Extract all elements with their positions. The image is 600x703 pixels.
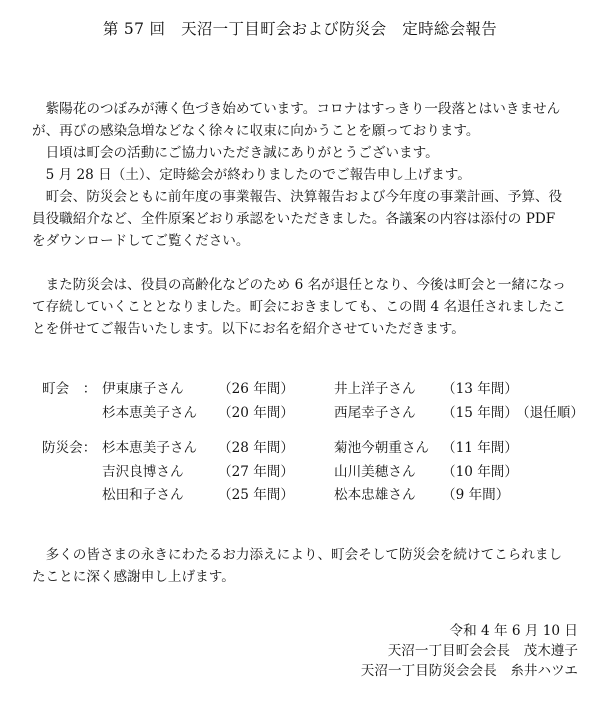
signature-block: [361, 621, 578, 681]
group-label: 町会 ：: [42, 381, 97, 397]
paragraph-retirement: また防災会は、役員の高齢化などのため 6 名が退任となり、今後は町会と一緒になって存続していくこととなりました。町会におきましても、この間 4 名退任されましたことを併せてご報告いたします。以下にお名を紹介させていただきます。: [32, 277, 566, 337]
retiree-name: 西尾幸子さん: [334, 404, 416, 421]
retiree-years: （13 年間）: [442, 381, 518, 397]
report-date: 令和 4 年 6 月 10 日: [449, 623, 578, 639]
retiree-name: 菊池今朝重さん: [334, 440, 430, 456]
paragraph-thanks: 日頃は町会の活動にご協力いただき誠にありがとうございます。: [45, 145, 439, 161]
page-title: 第 57 回 天沼一丁目町会および防災会 定時総会報告: [102, 20, 498, 38]
retiree-name: 杉本恵美子さん: [102, 440, 198, 456]
retiree-name: 伊東康子さん: [102, 381, 184, 397]
paragraph-closing: 多くの皆さまの永きにわたるお力添えにより、町会そして防災会を続けてこられましたことに深く感謝申し上げます。: [32, 547, 563, 585]
paragraph-greeting: 紫陽花のつぼみが薄く色づき始めています。コロナはすっきり一段落とはいきませんが、再びの感染急増などなく徐々に収束に向かうことを願っております。: [32, 101, 561, 139]
retiree-years: （25 年間）: [218, 487, 294, 503]
chairman-disaster-association: 天沼一丁目防災会会長 糸井ハツエ: [360, 663, 578, 679]
retiree-years: （20 年間）: [218, 404, 294, 421]
order-note: （退任順）: [516, 404, 584, 421]
report-body: [32, 98, 572, 340]
paragraph-approval: 町会、防災会ともに前年度の事業報告、決算報告および今年度の事業計画、予算、役員役職紹介など、全件原案どおり承認をいただきました。各議案の内容は添付の PDF をダウンロードしてご覧ください。: [32, 189, 563, 249]
paragraph-meeting-date: 5 月 28 日（土）、定時総会が終わりましたのでご報告申し上げます。: [45, 167, 471, 183]
retiree-years: （11 年間）: [442, 440, 518, 456]
retiree-name: 松田和子さん: [102, 487, 184, 503]
retiree-name: 井上洋子さん: [334, 381, 416, 397]
retiree-name: 吉沢良博さん: [102, 463, 184, 480]
retiree-name: 山川美穂さん: [334, 463, 416, 480]
chairman-town-association: 天沼一丁目町会会長 茂木遵子: [387, 643, 578, 659]
retiree-years: （10 年間）: [442, 463, 518, 480]
retiree-years: （26 年間）: [218, 381, 294, 397]
closing-section: [32, 544, 572, 588]
retiree-name: 松本忠雄さん: [334, 487, 416, 503]
retiree-name: 杉本恵美子さん: [102, 404, 198, 421]
retiree-years: （9 年間）: [442, 487, 510, 503]
retiree-years: （28 年間）: [218, 440, 294, 456]
retiree-years: （27 年間）: [218, 463, 294, 480]
group-label: 防災会：: [42, 440, 97, 456]
retiree-years: （15 年間）: [442, 404, 518, 421]
